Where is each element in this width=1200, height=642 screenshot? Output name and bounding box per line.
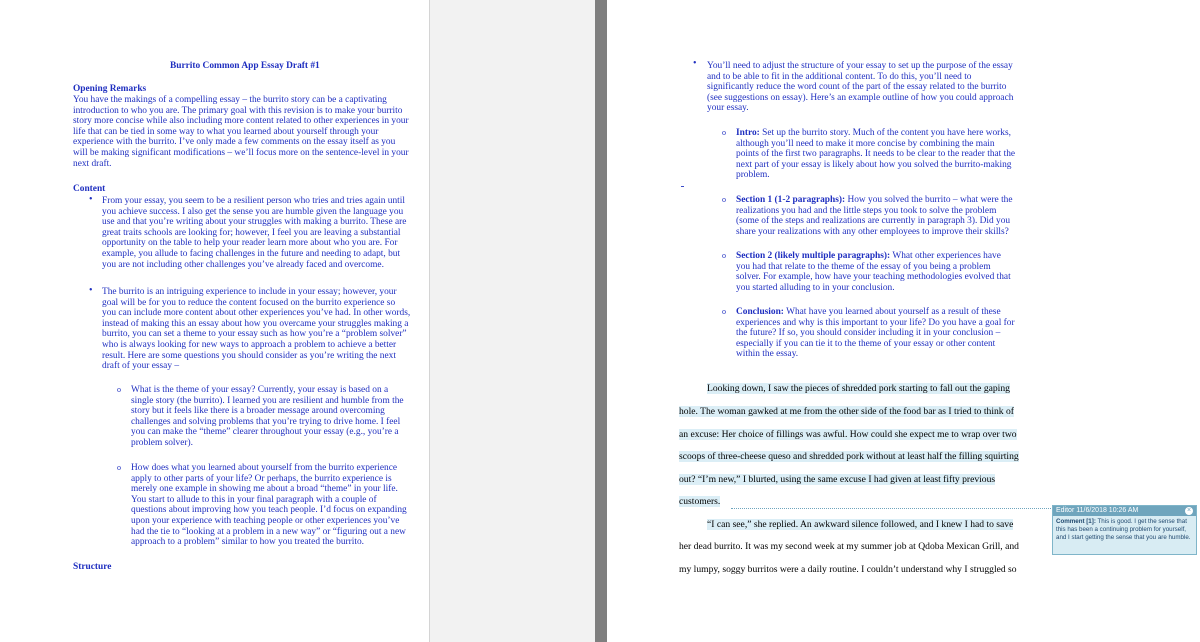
- sub-bullet-circle: o: [117, 385, 121, 394]
- essay-line[interactable]: an excuse: Her choice of fillings was awful. How could she expect me to wrap over two: [679, 429, 1017, 440]
- essay-line[interactable]: customers.: [679, 496, 721, 507]
- opening-remarks-text: You have the makings of a compelling essay – the burrito story can be a captivating introduction to who you are. The primary goal with this revision is to make your burrito story more concise while also including more content related to other experiences in your life that can be tied in some way to what you learned about yourself through your experience with the burrito. I’ve only made a few comments on the essay itself as you will be making significant modifications – we’ll focus more on the sentence-level in your next draft.: [73, 95, 409, 169]
- sub-bullet-2: How does what you learned about yourself from the burrito experience apply to other parts of your life? Or perhaps, the burrito experience is merely one example in showing me about a broad “theme” in your life. You start to allude to this in your final paragraph with a couple of questions about improving how you teach people. I’d focus on expanding upon your experience with teaching people or other experiences you’ve had the tie to “looking at a problem in a new way” or “figuring out a new approach to a problem” similar to how you treated the burrito.: [131, 463, 407, 548]
- essay-line[interactable]: scoops of three-cheese queso and shredded pork without at least half the filling squirting: [679, 451, 1019, 462]
- comment-connector: [731, 508, 1053, 509]
- sub-bullet-circle: o: [722, 195, 726, 204]
- content-heading: Content: [73, 184, 106, 194]
- sub-bullet-circle: o: [722, 251, 726, 260]
- outline-conclusion: Conclusion: What have you learned about yourself as a result of these experiences and why is this important to your life? Do you have a goal for the future? If so, you should consider including it in your conclusion – especially if you can tie it to the theme of your essay or other content within the essay.: [736, 307, 1015, 360]
- essay-line[interactable]: Looking down, I saw the pieces of shredded pork starting to fall out the gaping: [707, 383, 1010, 394]
- essay-line[interactable]: her dead burrito. It was my second week at my summer job at Qdoba Mexican Grill, and: [679, 541, 1019, 552]
- bullet-dot: •: [89, 194, 93, 205]
- left-page-margin-area: [429, 0, 596, 642]
- bullet-dot: •: [89, 285, 93, 296]
- structure-heading: Structure: [73, 562, 112, 572]
- document-title: Burrito Common App Essay Draft #1: [170, 61, 320, 71]
- sub-bullet-circle: o: [722, 128, 726, 137]
- text-cursor-mark: [681, 186, 684, 187]
- left-document-page: [0, 0, 429, 642]
- comment-header: Editor 11/6/2018 10:26 AM ×: [1053, 506, 1196, 516]
- comment-body: Comment [1]: This is good. I get the sense that this has been a continuing problem for yourself, and I start getting the sense that you are humble.: [1056, 518, 1191, 541]
- structure-bullet: You’ll need to adjust the structure of your essay to set up the purpose of the essay and to be able to fit in the additional content. To do this, you’ll need to significantly reduce the word count of the part of the essay related to the burrito (see suggestions on essay). Here’s an example outline of how you could approach your essay.: [707, 61, 1014, 114]
- essay-line[interactable]: my lumpy, soggy burritos were a daily routine. I couldn’t understand why I struggled so: [679, 564, 1017, 575]
- essay-line[interactable]: hole. The woman gawked at me from the other side of the food bar as I tried to think of: [679, 406, 1014, 417]
- outline-intro: Intro: Set up the burrito story. Much of the content you have here works, although you’ll need to make it more concise by combining the main points of the first two paragraphs. It needs to be clear to the reader that the next part of your essay is likely about how you solved the burrito-making problem.: [736, 128, 1016, 181]
- essay-line[interactable]: out? “I’m new,” I blurted, using the same excuse I had given at least fifty previous: [679, 474, 996, 485]
- content-bullet-1: From your essay, you seem to be a resilient person who tries and tries again until you achieve success. I also get the sense you are humble given the language you use and that you’re writing about your struggles with making a burrito. These are great traits schools are looking for; however, I feel you are leaving a substantial opportunity on the table to help your reader learn more about who you are. For example, you allude to facing challenges in the future and needing to adapt, but you are not including other challenges you’ve already faced and overcome.: [102, 196, 407, 270]
- close-icon[interactable]: ×: [1186, 507, 1192, 514]
- sub-bullet-1: What is the theme of your essay? Currently, your essay is based on a single story (the burrito). I learned you are resilient and humble from the story but it feels like there is a broader message around overcoming challenges and solving problems that you’re trying to drive home. I feel you can make the “theme” clearer throughout your essay (e.g., you’re a problem solver).: [131, 385, 404, 448]
- page-gap: [595, 0, 607, 642]
- outline-section-2: Section 2 (likely multiple paragraphs): What other experiences have you had that relate to the theme of the essay of you being a problem solver. For example, how have your teaching methodologies evolved that you started alluding to in your conclusion.: [736, 251, 1011, 293]
- opening-remarks-heading: Opening Remarks: [73, 84, 147, 94]
- sub-bullet-circle: o: [722, 307, 726, 316]
- outline-section-1: Section 1 (1-2 paragraphs): How you solved the burrito – what were the realizations you had and the little steps you took to solve the problem (some of the steps and realizations are currently in paragraph 3). Did you share your realizations with any other employees to improve their skills?: [736, 195, 1013, 237]
- content-bullet-2: The burrito is an intriguing experience to include in your essay; however, your goal will be for you to reduce the content focused on the burrito experience so you can include more content about other experiences you’ve had. In other words, instead of making this an essay about how you overcame your struggles making a burrito, you can set a theme to your essay such as how you’re a “problem solver” who is always looking for new ways to approach a problem to achieve a better result. Here are some questions you should consider as you’re writing the next draft of your essay –: [102, 287, 411, 372]
- comment-balloon[interactable]: [1052, 505, 1197, 555]
- sub-bullet-circle: o: [117, 463, 121, 472]
- essay-line[interactable]: “I can see,” she replied. An awkward silence followed, and I knew I had to save: [707, 519, 1014, 530]
- bullet-dot: •: [693, 58, 697, 69]
